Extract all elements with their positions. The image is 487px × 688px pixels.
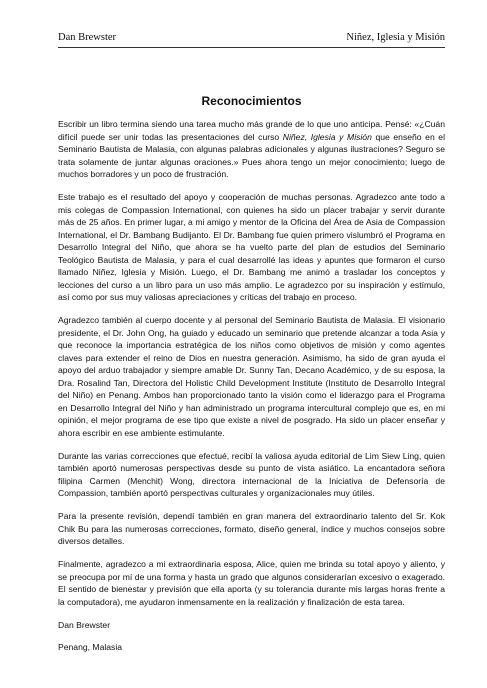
paragraph-1: Escribir un libro termina siendo una tarea mucho más grande de lo que uno anticipa. Pensé: «¿Cuán difícil puede ser unir todas las presentaciones del curso Niñez, Iglesia y Misión que enseño en el Seminario Bautista de Malasia, con algunas palabras adicionales y algunas ilustraciones? Seguro se trata solamente de juntar algunas oraciones.» Pues ahora tengo un mejor conocimiento; luego de muchos borradores y un poco de frustración. (58, 119, 445, 179)
header-author: Dan Brewster (58, 32, 117, 43)
paragraph-4: Durante las varias correcciones que efectué, recibí la valiosa ayuda editorial de Lim Siew Ling, quien también aportó numerosas perspectivas desde su punto de vista asiático. La encantadora señora filipina Carmen (Menchit) Wong, directora internacional de la Iniciativa de Defensoría de Compassion, también aportó perspectivas culturales y organizacionales muy útiles. (58, 450, 445, 498)
paragraph-2: Este trabajo es el resultado del apoyo y cooperación de muchas personas. Agradezco ante todo a mis colegas de Compassion International, con quienes ha sido un placer trabajar y servir durante más de 25 años. En primer lugar, a mi amigo y mentor de la Oficina del Área de Asia de Compassion International, el Dr. Bambang Budijanto. El Dr. Bambang fue quien primero vislumbró el Programa en Desarrollo Integral del Niño, que ahora se ha vuelto parte del plan de estudios del Seminario Teológico Bautista de Malasia, y para el cual desarrollé las ideas y apuntes que formaron el curso llamado Niñez, Iglesia y Misión. Luego, el Dr. Bambang me animó a trasladar los conceptos y lecciones del curso a un libro para un uso más amplio. Le agradezco por su inspiración y estímulo, así como por sus muy valiosas apreciaciones y críticas del trabajo en proceso. (58, 192, 445, 302)
paragraph-5: Para la presente revisión, dependí también en gran manera del extraordinario talento del Sr. Kok Chik Bu para las numerosas correcciones, formato, diseño general, índice y muchos consejos sobre diversos detalles. (58, 511, 445, 546)
signature-name: Dan Brewster (58, 619, 111, 630)
paragraph-6: Finalmente, agradezco a mi extraordinaria esposa, Alice, quien me brinda su total apoyo y aliento, y se preocupa por mí de una forma y hasta un grado que algunos considerarían excesivo o exagerado. El sentido de bienestar y previsión que ella aporta (y su tolerancia durante mis largas horas frente a la computadora), me ayudaron inmensamente en la realización y finalización de esta tarea. (58, 559, 445, 607)
header-book-title: Niñez, Iglesia y Misión (346, 32, 445, 43)
running-header (58, 29, 445, 48)
page-title: Reconocimientos (201, 94, 302, 108)
signature-place: Penang, Malasia (58, 642, 123, 652)
acknowledgements-body (58, 118, 445, 664)
course-title-italic: Niñez, Iglesia y Misión (282, 131, 372, 142)
paragraph-3: Agradezco también al cuerpo docente y al personal del Seminario Bautista de Malasia. El visionario presidente, el Dr. John Ong, ha guiado y educado un seminario que pretende alcanzar a toda Asia y que reconoce la importancia estratégica de los niños como objetivos de misión y como agentes claves para extender el reino de Dios en nuestra generación. Asimismo, ha sido de gran ayuda el apoyo del arduo trabajador y siempre amable Dr. Sunny Tan, Decano Académico, y de su esposa, la Dra. Rosalind Tan, Directora del Holistic Child Development Institute (Instituto de Desarrollo Integral del Niño) en Penang. Ambos han proporcionado tanto la visión como el liderazgo para el Programa en Desarrollo Integral del Niño y han administrado un programa intercultural complejo que es, en mi opinión, el mejor programa de ese tipo que existe a nivel de posgrado. Ha sido un placer enseñar y ahora escribir en ese ambiente estimulante. (58, 315, 445, 438)
